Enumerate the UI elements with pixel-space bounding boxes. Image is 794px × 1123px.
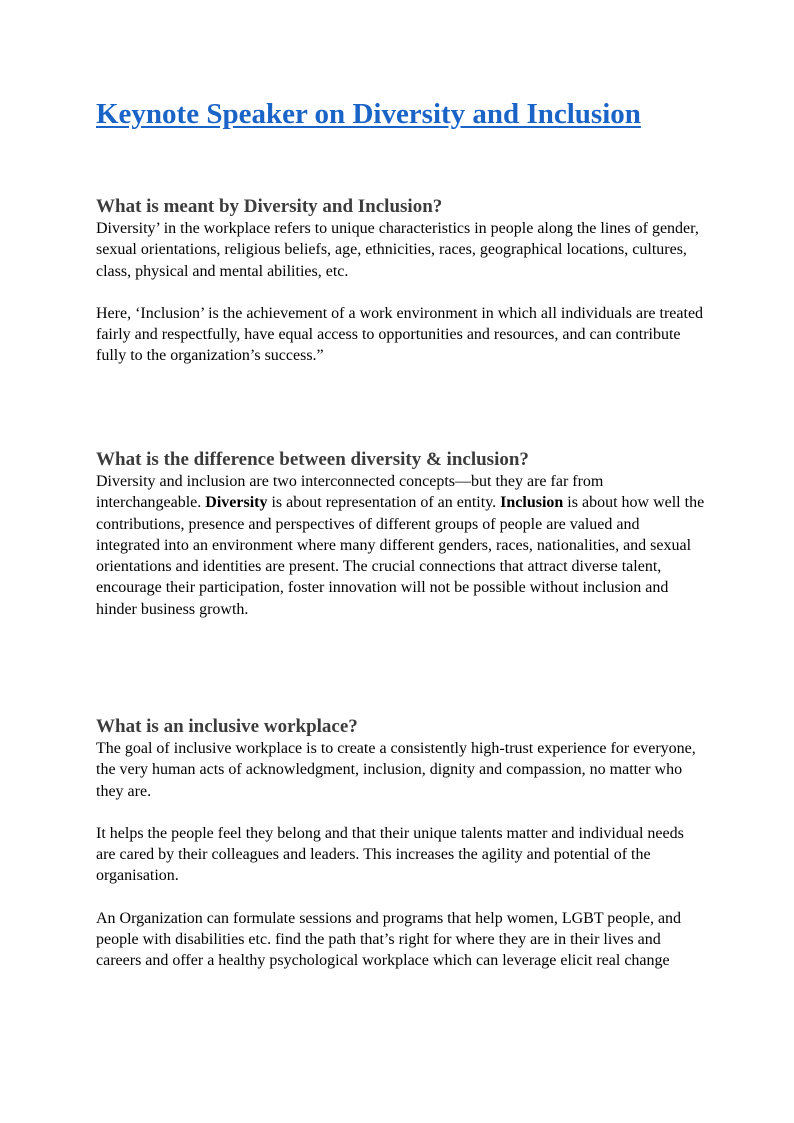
- section-heading: What is the difference between diversity & inclusion?: [96, 449, 529, 470]
- text-run: Diversity and inclusion are two interconnected concepts—but they are far from interchangeable.: [96, 473, 604, 512]
- section-difference: [96, 449, 706, 620]
- section-heading: What is an inclusive workplace?: [96, 716, 358, 737]
- paragraph: It helps the people feel they belong and that their unique talents matter and individual needs are cared by their colleagues and leaders. This increases the agility and potential of the organisation.: [96, 824, 684, 885]
- paragraph: Diversity’ in the workplace refers to unique characteristics in people along the lines of gender, sexual orientations, religious beliefs, age, ethnicities, races, geographical locations, cultures, class, physical and mental abilities, etc.: [96, 220, 699, 280]
- section-inclusive-workplace: [96, 716, 706, 972]
- text-run: is about how well the contributions, presence and perspectives of different groups of people are valued and integrated into an environment where many different genders, races, nationalities, and sexual orientations and identities are present. The crucial connections that attract diverse talent, encourage their participation, foster innovation will not be possible without inclusion and hinder business growth.: [96, 494, 705, 618]
- page-title: Keynote Speaker on Diversity and Inclusion: [96, 98, 641, 130]
- text-run: is about representation of an entity.: [267, 494, 501, 512]
- paragraph: [96, 471, 706, 620]
- paragraph: The goal of inclusive workplace is to create a consistently high-trust experience for everyone, the very human acts of acknowledgment, inclusion, dignity and compassion, no matter who they are.: [96, 740, 696, 800]
- section-heading: What is meant by Diversity and Inclusion?: [96, 196, 443, 217]
- paragraph: Here, ‘Inclusion’ is the achievement of a work environment in which all individuals are treated fairly and respectfully, have equal access to opportunities and resources, and can contribute fully to the organization’s success.”: [96, 304, 704, 365]
- bold-term-diversity: Diversity: [205, 494, 268, 512]
- bold-term-inclusion: Inclusion: [500, 494, 564, 512]
- paragraph: An Organization can formulate sessions and programs that help women, LGBT people, and people with disabilities etc. find the path that’s right for where they are in their lives and careers and offer a healthy psychological workplace which can leverage elicit real change: [96, 909, 682, 970]
- section-meaning: [96, 196, 706, 367]
